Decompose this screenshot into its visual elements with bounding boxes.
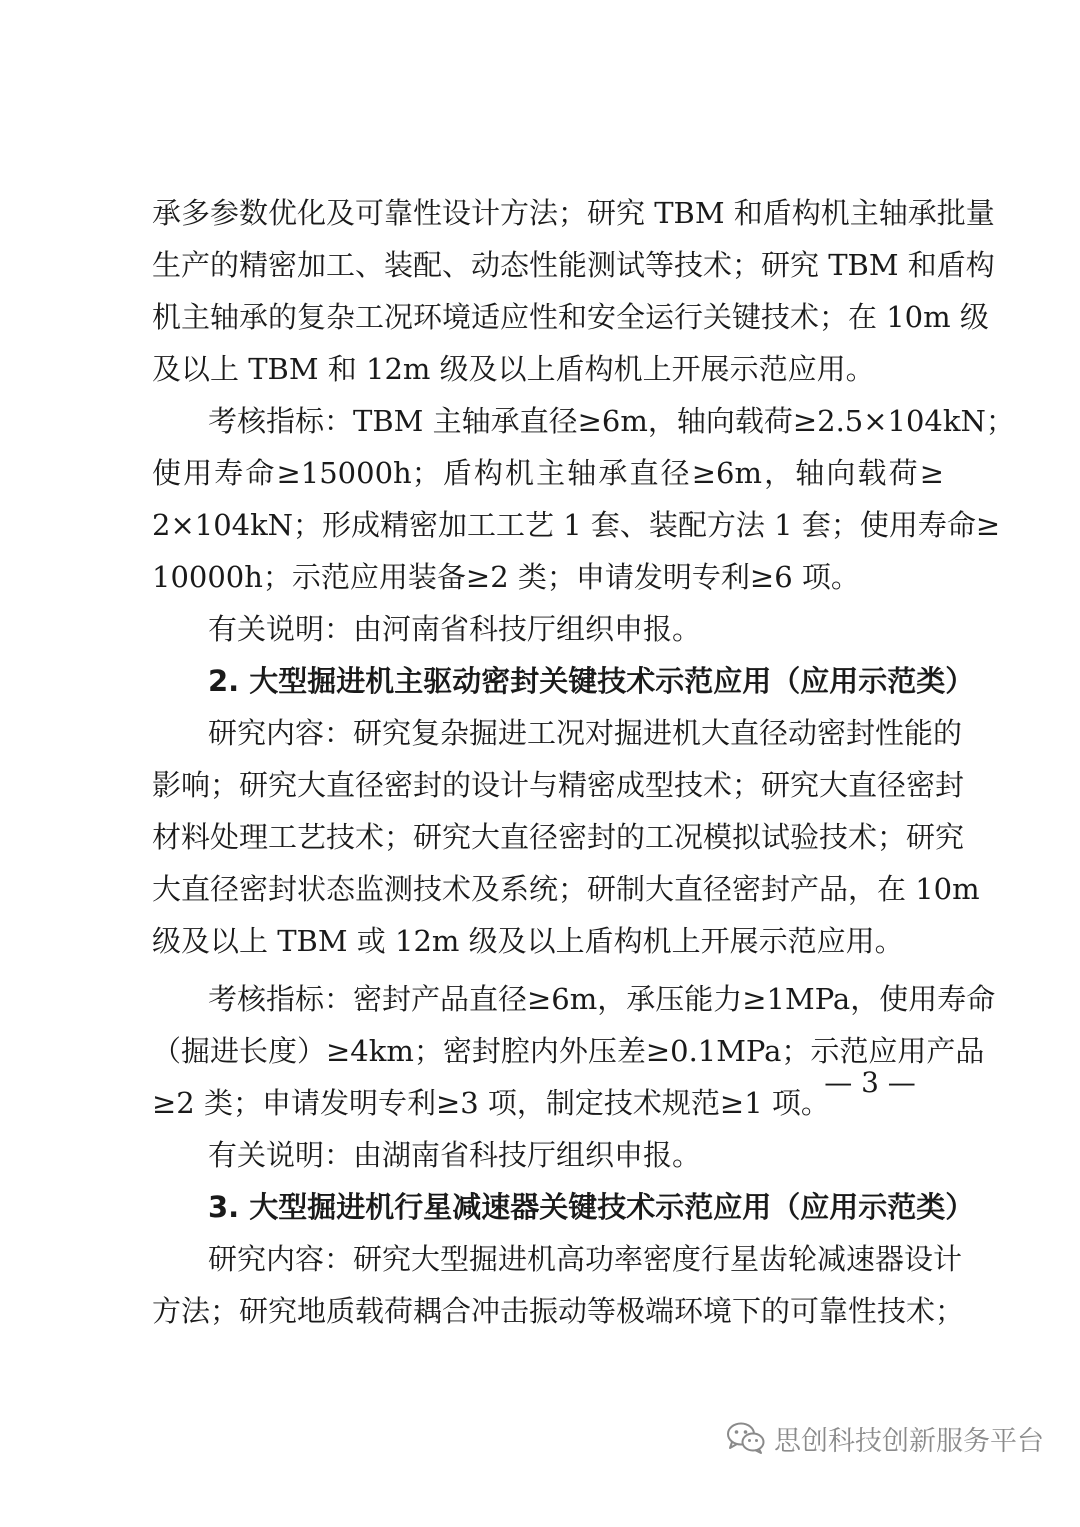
text-line: 承多参数优化及可靠性设计方法；研究 TBM 和盾构机主轴承批量 [152, 196, 995, 230]
page-number: — 3 — [824, 1066, 916, 1099]
text-line: 考核指标：TBM 主轴承直径≥6m，轴向载荷≥2.5×104kN； [208, 404, 1015, 438]
text-line: 机主轴承的复杂工况环境适应性和安全运行关键技术；在 10m 级 [152, 300, 989, 334]
text-line: 有关说明：由湖南省科技厅组织申报。 [208, 1138, 702, 1172]
text-line: 级及以上 TBM 或 12m 级及以上盾构机上开展示范应用。 [152, 924, 904, 958]
section-heading: 2. 大型掘进机主驱动密封关键技术示范应用（应用示范类） [208, 664, 975, 698]
watermark [726, 1416, 1044, 1460]
text-line: 材料处理工艺技术；研究大直径密封的工况模拟试验技术；研究 [152, 820, 965, 854]
text-line: （掘进长度）≥4km；密封腔内外压差≥0.1MPa；示范应用产品 [152, 1034, 985, 1068]
text-line: 研究内容：研究大型掘进机高功率密度行星齿轮减速器设计 [208, 1242, 963, 1276]
text-line: 生产的精密加工、装配、动态性能测试等技术；研究 TBM 和盾构 [152, 248, 995, 282]
watermark-text: 思创科技创新服务平台 [774, 1425, 1044, 1457]
text-line: 研究内容：研究复杂掘进工况对掘进机大直径动密封性能的 [208, 716, 963, 750]
text-line: ≥2 类；申请发明专利≥3 项，制定技术规范≥1 项。 [152, 1086, 830, 1120]
text-line: 考核指标：密封产品直径≥6m，承压能力≥1MPa，使用寿命 [208, 982, 996, 1016]
text-line: 大直径密封状态监测技术及系统；研制大直径密封产品，在 10m [152, 872, 980, 906]
text-line: 10000h；示范应用装备≥2 类；申请发明专利≥6 项。 [152, 560, 860, 594]
text-line: 2×104kN；形成精密加工工艺 1 套、装配方法 1 套；使用寿命≥ [152, 508, 1001, 542]
text-line: 影响；研究大直径密封的设计与精密成型技术；研究大直径密封 [152, 768, 965, 802]
section-heading: 3. 大型掘进机行星减速器关键技术示范应用（应用示范类） [208, 1190, 975, 1224]
text-line: 方法；研究地质载荷耦合冲击振动等极端环境下的可靠性技术； [152, 1294, 965, 1328]
text-line: 有关说明：由河南省科技厅组织申报。 [208, 612, 702, 646]
text-line: 及以上 TBM 和 12m 级及以上盾构机上开展示范应用。 [152, 352, 875, 386]
wechat-icon [726, 1421, 766, 1455]
text-line: 使用寿命≥15000h；盾构机主轴承直径≥6m，轴向载荷≥ [152, 456, 944, 490]
